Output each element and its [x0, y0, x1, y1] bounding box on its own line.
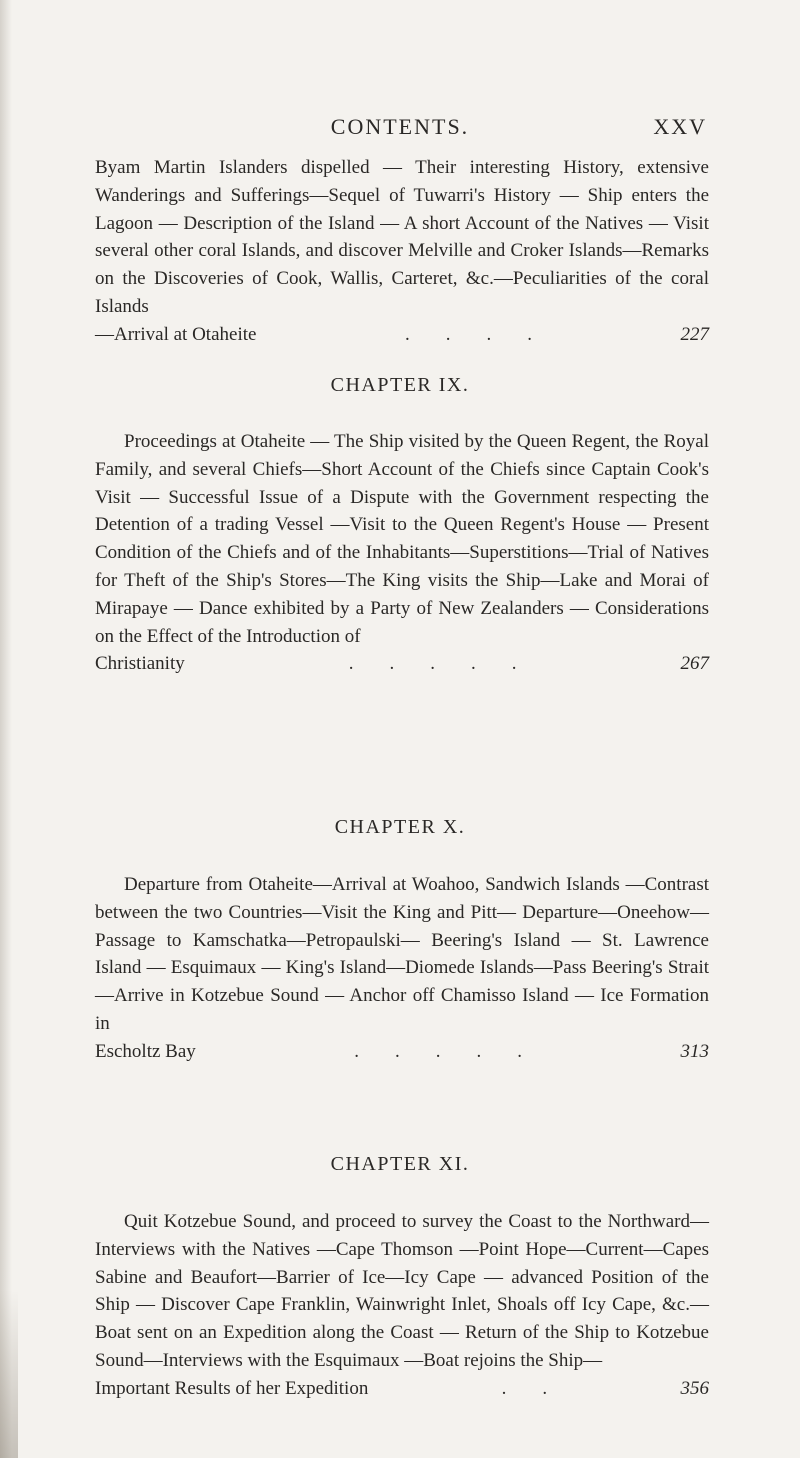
entry-last-line [95, 321, 709, 349]
running-head [0, 112, 800, 142]
page-number: XXV [653, 114, 707, 139]
entry-page-number: 267 [680, 653, 709, 675]
entry-page-number: 313 [680, 1040, 709, 1062]
leader-dots: .. [501, 1377, 584, 1399]
contents-entry [95, 154, 709, 349]
entry-tail: Christianity [95, 653, 185, 675]
entry-tail: Important Results of her Expedition [95, 1377, 369, 1399]
entry-summary: Byam Martin Islanders dispelled — Their interesting History, extensive Wanderings and Sufferings—Sequel of Tuwarri's History — Ship enters the Lagoon — Description of the Island — A short Account of the Natives — Visit several other coral Islands, and discover Melville and Croker Islands—Remarks on the Discoveries of Cook, Wallis, Carteret, &c.—Peculiarities of the coral Islands [95, 157, 709, 317]
leader-dots: .... [404, 323, 568, 345]
chapter-heading: CHAPTER XI. [330, 1153, 470, 1175]
entry-tail: —Arrival at Otaheite [95, 323, 257, 345]
contents-entry [95, 871, 709, 1066]
entry-summary: Proceedings at Otaheite — The Ship visited by the Queen Regent, the Royal Family, and several Chiefs—Short Account of the Chiefs since Captain Cook's Visit — Successful Issue of a Dispute with the Government respecting the Detention of a trading Vessel —Visit to the Queen Regent's House — Present Condition of the Chiefs and of the Inhabitants—Superstitions—Trial of Natives for Theft of the Ship's Stores—The King visits the Ship—Lake and Morai of Mirapaye — Dance exhibited by a Party of New Zealanders — Considerations on the Effect of the Introduction of [95, 431, 709, 647]
entry-summary: Quit Kotzebue Sound, and proceed to survey the Coast to the Northward—Interviews with the Natives —Cape Thomson —Point Hope—Current—Capes Sabine and Beaufort—Barrier of Ice—Icy Cape — advanced Position of the Ship — Discover Cape Franklin, Wainwright Inlet, Shoals off Icy Cape, &c.—Boat sent on an Expedition along the Coast — Return of the Ship to Kotzebue Sound—Interviews with the Esquimaux —Boat rejoins the Ship— [95, 1211, 709, 1371]
leader-dots: ..... [354, 1040, 559, 1062]
binding-shadow [0, 0, 12, 1458]
contents-entry [95, 1208, 709, 1403]
entry-summary: Departure from Otaheite—Arrival at Woahoo, Sandwich Islands —Contrast between the two Countries—Visit the King and Pitt— Departure—Oneehow—Passage to Kamschatka—Petropaulski— Beering's Island — St. Lawrence Island — Esquimaux — King's Island—Diomede Islands—Pass Beering's Strait—Arrive in Kotzebue Sound — Anchor off Chamisso Island — Ice Formation in [95, 874, 709, 1034]
entry-last-line [95, 1038, 709, 1066]
page-title: CONTENTS. [330, 114, 470, 139]
entry-page-number: 227 [680, 323, 709, 345]
contents-entry [95, 428, 709, 678]
chapter-heading: CHAPTER X. [334, 816, 466, 838]
page-stain [0, 1290, 18, 1458]
chapter-heading: CHAPTER IX. [330, 374, 470, 396]
entry-last-line [95, 650, 709, 678]
entry-page-number: 356 [680, 1377, 709, 1399]
entry-tail: Escholtz Bay [95, 1040, 196, 1062]
entry-last-line [95, 1375, 709, 1403]
leader-dots: ..... [348, 653, 553, 675]
